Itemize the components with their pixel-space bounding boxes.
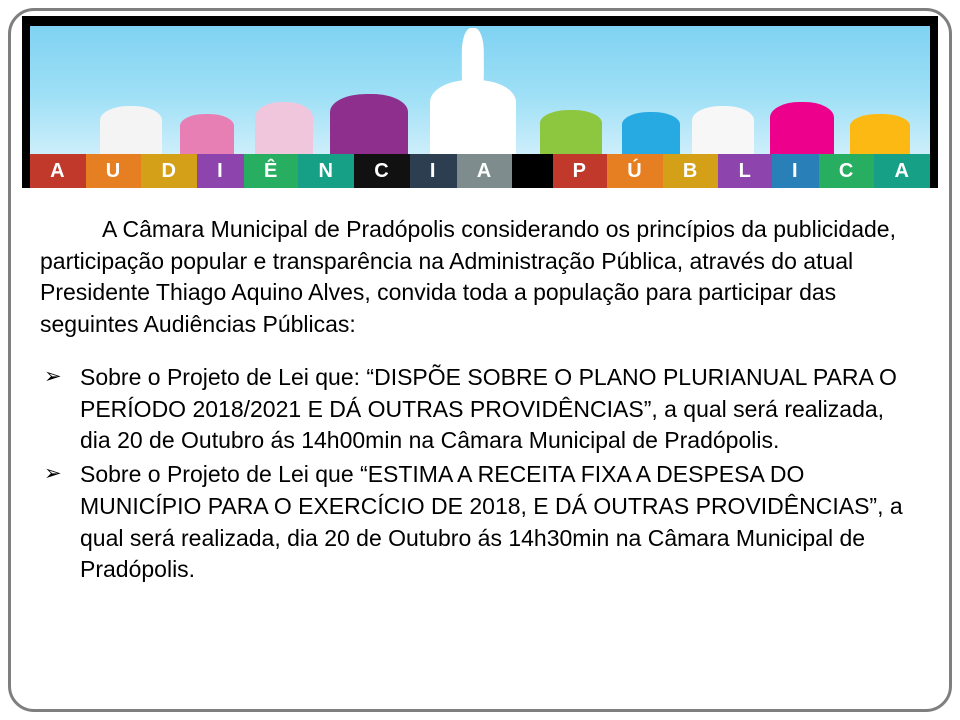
raised-hand-icon (330, 94, 408, 154)
banner-letter: B (663, 154, 719, 188)
raised-hand-icon (622, 112, 680, 154)
banner-letter (512, 154, 552, 188)
banner-letter: Ú (607, 154, 663, 188)
banner-letter: I (772, 154, 819, 188)
raised-hand-icon (255, 102, 313, 154)
raised-hand-icon (100, 106, 162, 154)
banner-letter: Ê (244, 154, 299, 188)
raised-hand-icon (770, 102, 834, 154)
list-item-text: Sobre o Projeto de Lei que “ESTIMA A RECEITA FIXA A DESPESA DO MUNICÍPIO PARA O EXERCÍCIO DE 2018, E DÁ OUTRAS PROVIDÊNCIAS”, a qual será realizada, dia 20 de Outubro ás 14h30min na Câmara Municipal de Pradópolis. (80, 461, 903, 583)
banner-sky-background (30, 26, 930, 154)
raised-hand-icon (850, 114, 910, 154)
banner-letter: C (819, 154, 875, 188)
banner-letter: L (718, 154, 771, 188)
list-item-text: Sobre o Projeto de Lei que: “DISPÕE SOBRE O PLANO PLURIANUAL PARA O PERÍODO 2018/2021 E DÁ OUTRAS PROVIDÊNCIAS”, a qual será realizada, dia 20 de Outubro ás 14h00min na Câmara Municipal de Pradópolis. (80, 364, 897, 454)
banner-letter: A (874, 154, 930, 188)
audience-list (40, 362, 920, 586)
raised-hand-icon (692, 106, 754, 154)
banner-letter: P (553, 154, 608, 188)
banner-letter: N (298, 154, 354, 188)
banner-letter: D (141, 154, 197, 188)
banner-letter: I (410, 154, 457, 188)
list-item (40, 362, 920, 457)
announcement-body (40, 214, 920, 588)
banner-letter: U (86, 154, 142, 188)
banner-letter: C (354, 154, 410, 188)
list-item (40, 459, 920, 586)
arrow-bullet-icon: ➢ (44, 365, 62, 388)
audiencia-publica-banner (22, 16, 938, 188)
banner-letter: A (30, 154, 86, 188)
arrow-bullet-icon: ➢ (44, 462, 62, 486)
raised-hand-icon (540, 110, 602, 154)
banner-letter: I (197, 154, 244, 188)
raised-hand-icon (180, 114, 234, 154)
intro-paragraph: A Câmara Municipal de Pradópolis considerando os princípios da publicidade, participação popular e transparência na Administração Pública, através do atual Presidente Thiago Aquino Alves, convida toda a população para participar das seguintes Audiências Públicas: (40, 216, 896, 337)
raised-hand-pointing-icon (430, 80, 516, 154)
banner-letter-strip (30, 154, 930, 188)
banner-letter: A (457, 154, 513, 188)
